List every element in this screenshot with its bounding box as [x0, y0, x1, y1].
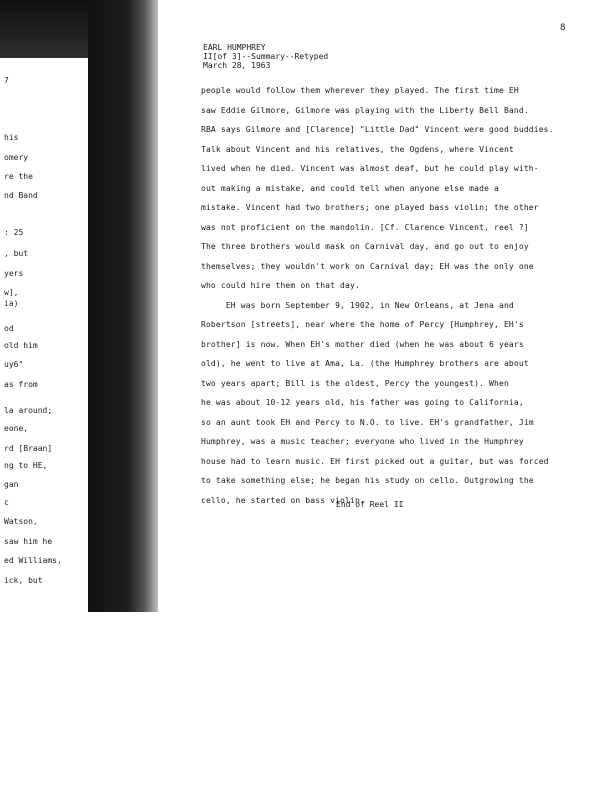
body-line: he was about 10-12 years old, his father was going to California,: [201, 398, 524, 407]
body-line: EH was born September 9, 1902, in New Orleans, at Jena and: [201, 300, 514, 310]
body-line: was not proficient on the mandolin. [Cf. Clarence Vincent, reel ?]: [201, 222, 529, 232]
adjacent-page-fragment: od: [4, 324, 14, 333]
adjacent-page-fragment: : 25: [4, 228, 24, 237]
adjacent-page-fragment: ick, but: [4, 576, 43, 585]
body-line: cello, he started on bass violin.: [201, 495, 365, 505]
adjacent-page-fragment: rd [Braan]: [4, 444, 53, 453]
adjacent-page-fragment: Watson,: [4, 517, 38, 526]
body-line: brother] is now. When EH's mother died (when he was about 6 years: [201, 339, 524, 349]
adjacent-page-fragment: ed Williams,: [4, 556, 62, 565]
adjacent-page-fragment: ia): [4, 299, 19, 308]
body-line: people would follow them wherever they played. The first time EH: [201, 86, 519, 95]
page-number: 8: [560, 23, 566, 33]
body-line: out making a mistake, and could tell when anyone else made a: [201, 183, 499, 193]
body-line: so an aunt took EH and Percy to N.O. to live. EH's grandfather, Jim: [201, 417, 534, 427]
body-line: old), he went to live at Ama, La. (the Humphrey brothers are about: [201, 359, 529, 368]
adjacent-page-fragment: yers: [4, 269, 24, 278]
photocopy-shadow-band: [88, 0, 158, 612]
adjacent-page-fragment: nd Band: [4, 191, 38, 200]
end-of-reel: End of Reel II: [336, 500, 404, 509]
adjacent-page-fragment: omery: [4, 153, 29, 162]
adjacent-page-fragment: uy6": [4, 360, 24, 369]
body-line: RBA says Gilmore and [Clarence] "Little Dad" Vincent were good buddies.: [201, 125, 554, 134]
header-reel: II[of 3]--Summary--Retyped: [203, 52, 329, 61]
adjacent-page-fragment: c: [4, 498, 9, 507]
adjacent-page-fragment: gan: [4, 480, 19, 489]
body-line: to take something else; he began his study on cello. Outgrowing the: [201, 476, 534, 485]
body-line: two years apart; Bill is the oldest, Percy the youngest). When: [201, 378, 509, 388]
adjacent-page-fragment: as from: [4, 380, 38, 389]
header-name: EARL HUMPHREY: [203, 43, 266, 52]
body-line: lived when he died. Vincent was almost deaf, but he could play with-: [201, 164, 539, 173]
adjacent-page-fragment: , but: [4, 249, 29, 258]
adjacent-page-fragment: ng to HE,: [4, 461, 48, 470]
adjacent-page-fragment: old him: [4, 341, 38, 350]
body-line: Talk about Vincent and his relatives, the Ogdens, where Vincent: [201, 144, 514, 154]
body-line: The three brothers would mask on Carnival day, and go out to enjoy: [201, 242, 529, 251]
adjacent-page-fragment: re the: [4, 172, 33, 181]
adjacent-page-fragment: his: [4, 133, 19, 142]
adjacent-page-fragment: w],: [4, 288, 19, 297]
body-line: themselves; they wouldn't work on Carnival day; EH was the only one: [201, 261, 534, 271]
adjacent-page-fragment: eone,: [4, 424, 29, 433]
body-line: who could hire them on that day.: [201, 281, 360, 290]
body-line: saw Eddie Gilmore, Gilmore was playing with the Liberty Bell Band.: [201, 105, 529, 115]
adjacent-page-fragment: la around;: [4, 406, 53, 415]
transcript-body: [201, 81, 611, 510]
body-line: Robertson [streets], near where the home of Percy [Humphrey, EH's: [201, 320, 524, 329]
adjacent-page-fragment: 7: [4, 76, 9, 85]
document-header: [203, 43, 328, 70]
body-line: mistake. Vincent had two brothers; one played bass violin; the other: [201, 203, 539, 212]
body-line: house had to learn music. EH first picked out a guitar, but was forced: [201, 456, 549, 466]
body-line: Humphrey, was a music teacher; everyone who lived in the Humphrey: [201, 437, 524, 446]
adjacent-page-fragment: saw him he: [4, 537, 53, 546]
header-date: March 28, 1963: [203, 61, 271, 70]
